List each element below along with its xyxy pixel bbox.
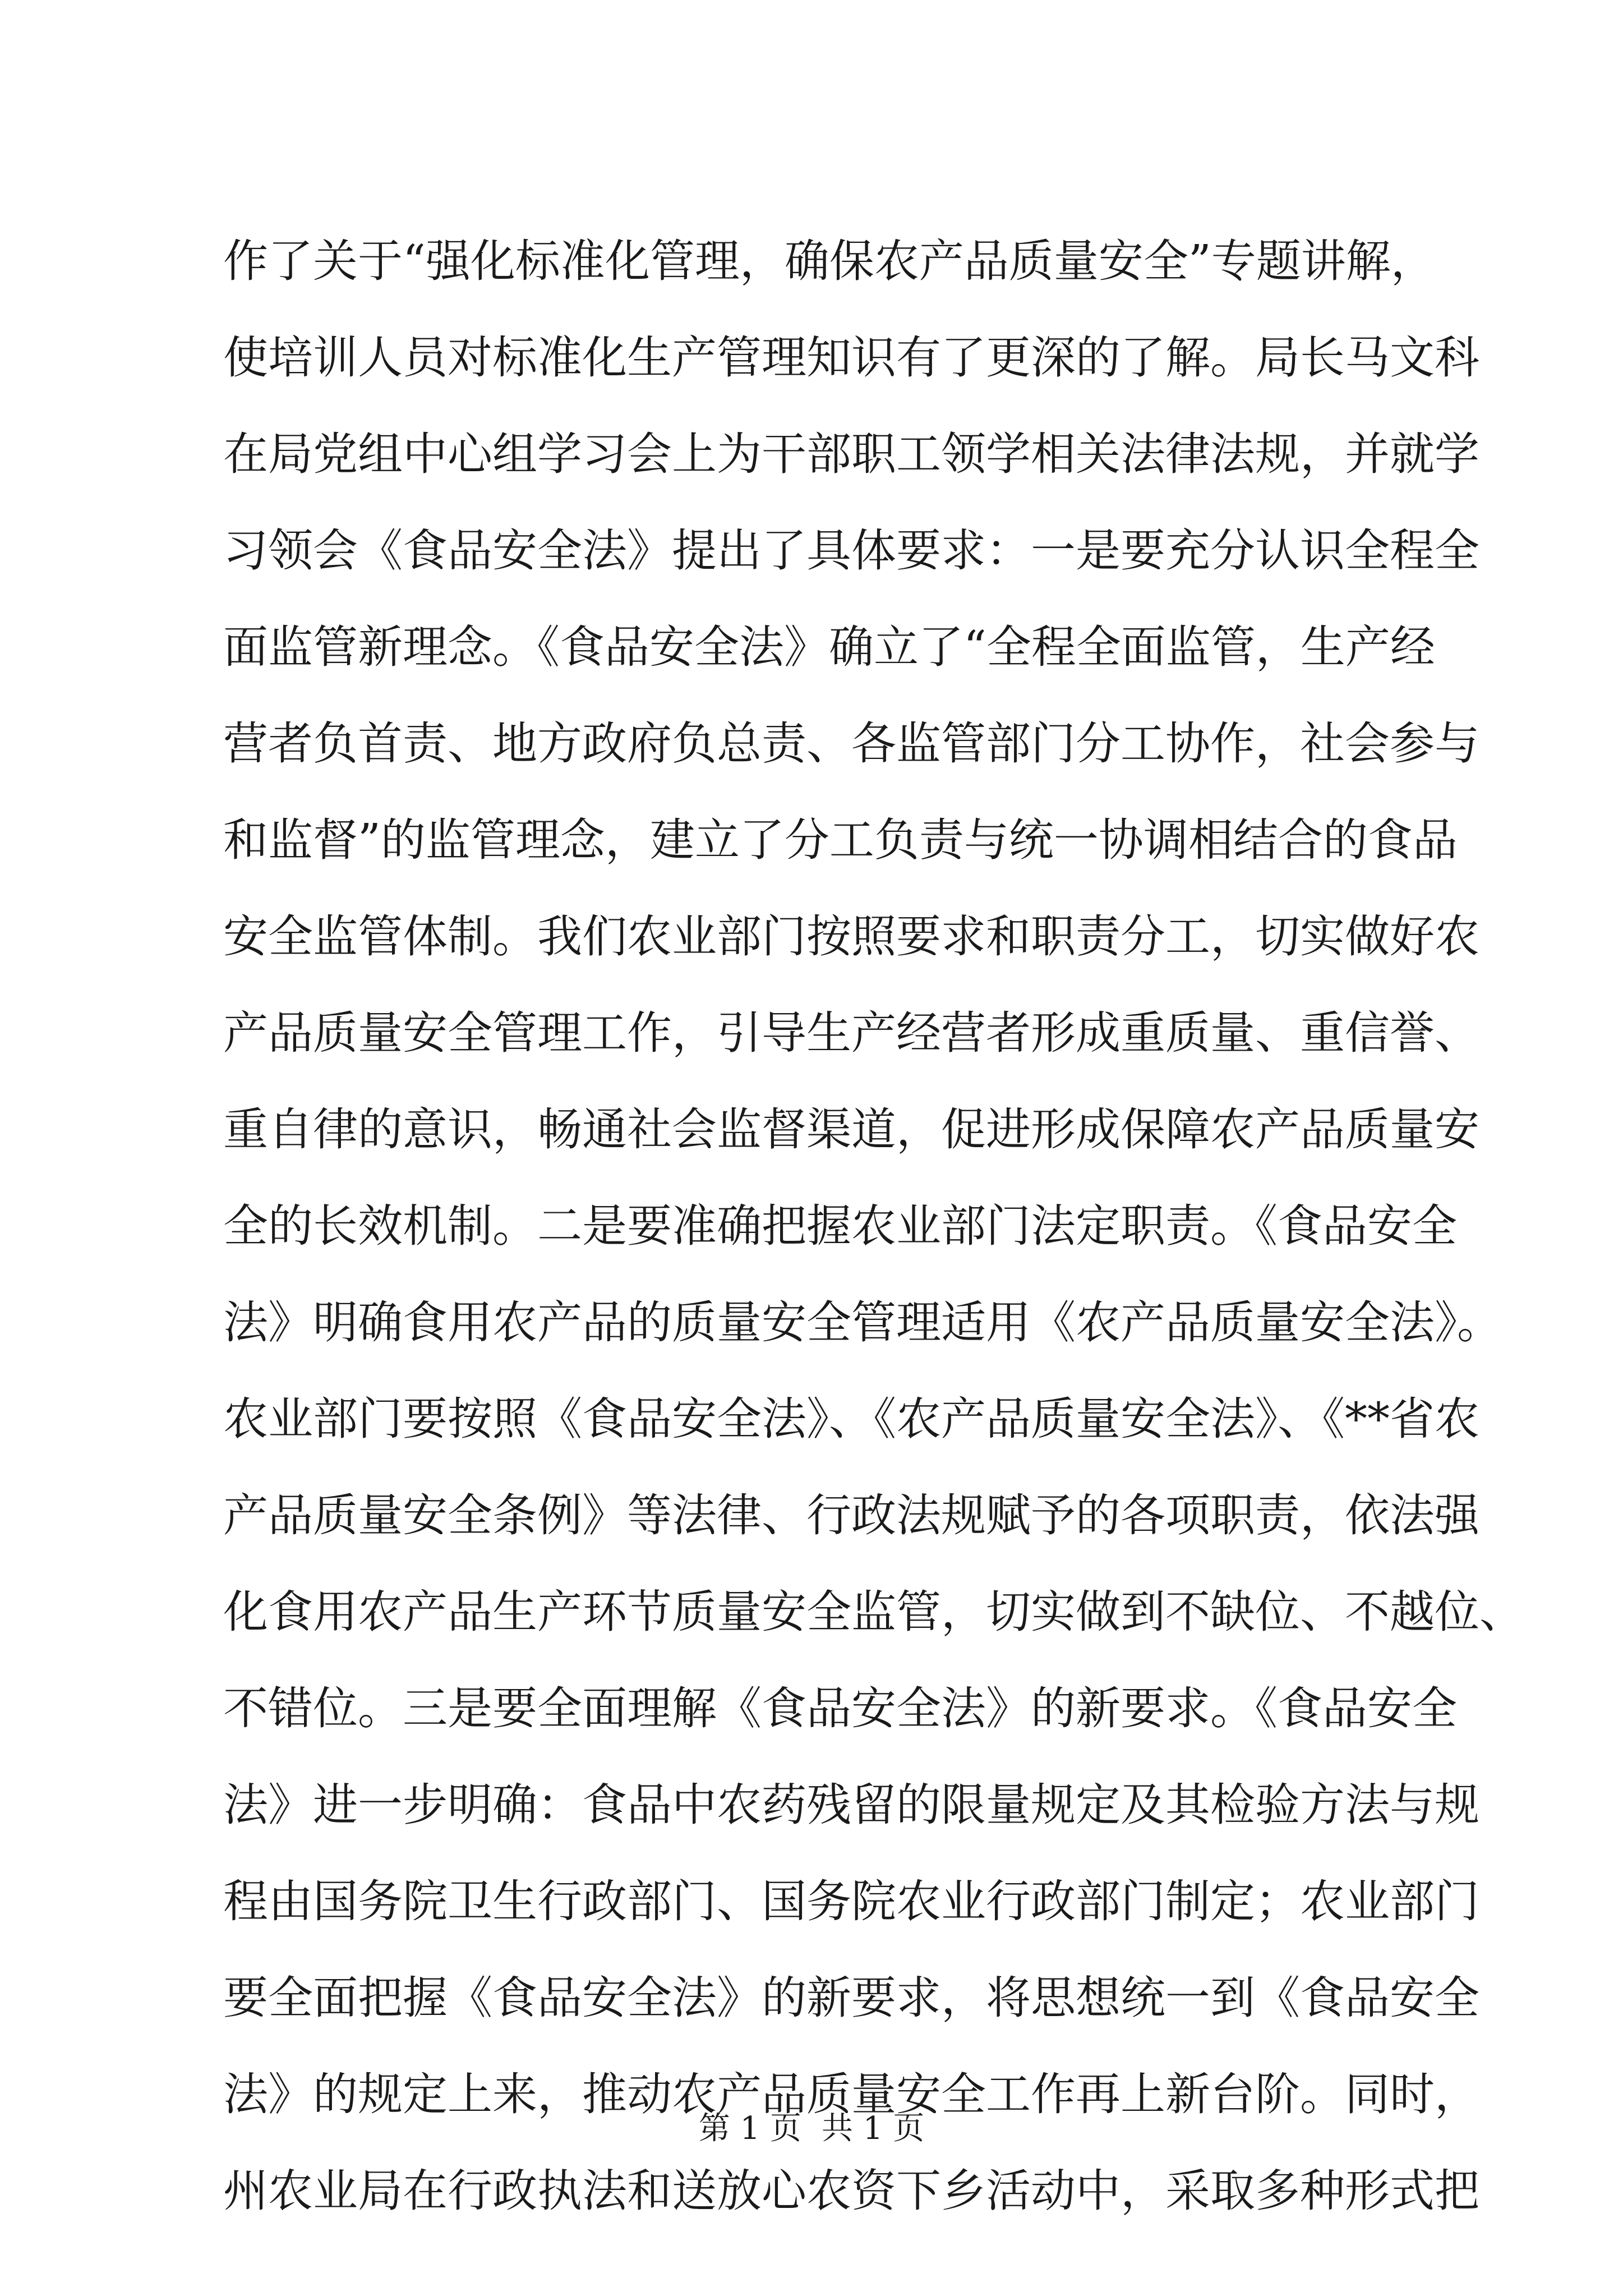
text-line: 法》明确食用农产品的质量安全管理适用《农产品质量安全法》。 [223,1296,1502,1349]
text-line: 重自律的意识，畅通社会监督渠道，促进形成保障农产品质量安 [223,1103,1479,1156]
text-line: 习领会《食品安全法》提出了具体要求：一是要充分认识全程全 [223,524,1479,577]
text-line: 安全监管体制。我们农业部门按照要求和职责分工，切实做好农 [223,910,1479,963]
text-line: 化食用农产品生产环节质量安全监管，切实做到不缺位、不越位、 [223,1586,1524,1638]
page-footer [0,2104,1623,2148]
text-line: 农业部门要按照《食品安全法》、《农产品质量安全法》、《**省农 [223,1393,1479,1445]
text-line: 使培训人员对标准化生产管理知识有了更深的了解。局长马文科 [223,332,1479,384]
text-line: 州农业局在行政执法和送放心农资下乡活动中，采取多种形式把 [223,2165,1479,2217]
text-line: 产品质量安全条例》等法律、行政法规赋予的各项职责，依法强 [223,1489,1479,1542]
text-line: 程由国务院卫生行政部门、国务院农业行政部门制定；农业部门 [223,1875,1479,1927]
text-line: 要全面把握《食品安全法》的新要求，将思想统一到《食品安全 [223,1972,1479,2024]
page-number: 第 1 页 [698,2110,801,2147]
text-line: 产品质量安全管理工作，引导生产经营者形成重质量、重信誉、 [223,1007,1479,1059]
text-line: 不错位。三是要全面理解《食品安全法》的新要求。《食品安全 [223,1682,1457,1734]
page-total: 共 1 页 [822,2110,925,2147]
text-line: 作了关于“强化标准化管理，确保农产品质量安全”专题讲解， [223,235,1436,287]
text-line: 在局党组中心组学习会上为干部职工领学相关法律法规，并就学 [223,428,1479,480]
text-line: 面监管新理念。《食品安全法》确立了“全程全面监管，生产经 [223,621,1435,673]
body-text [223,213,1524,2239]
text-line: 营者负首责、地方政府负总责、各监管部门分工协作，社会参与 [223,717,1479,770]
text-line: 和监督”的监管理念，建立了分工负责与统一协调相结合的食品 [223,814,1458,866]
text-line: 全的长效机制。二是要准确把握农业部门法定职责。《食品安全 [223,1200,1457,1252]
text-line: 法》进一步明确：食品中农药残留的限量规定及其检验方法与规 [223,1779,1479,1831]
text-line: 法》的规定上来，推动农产品质量安全工作再上新台阶。同时， [223,2068,1479,2120]
